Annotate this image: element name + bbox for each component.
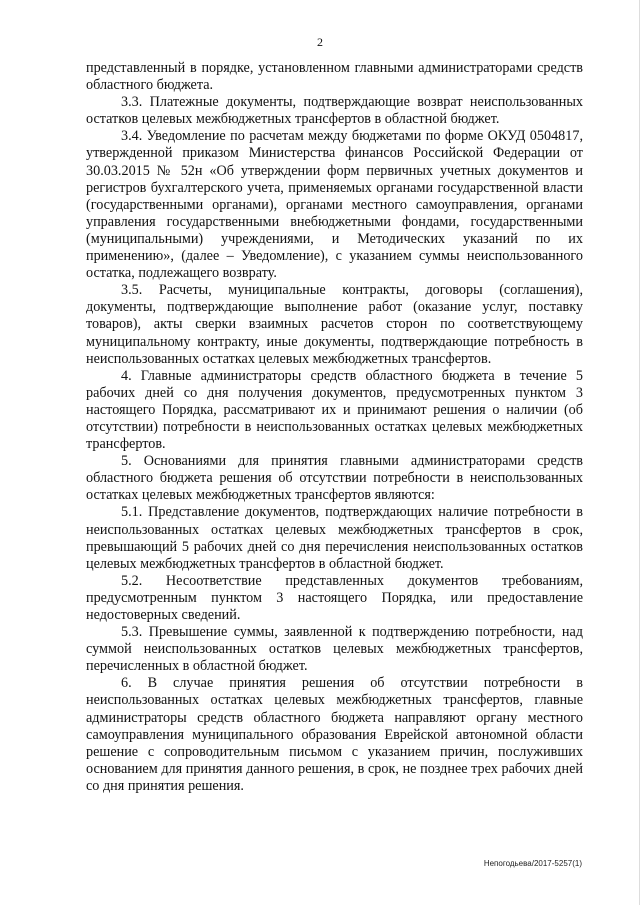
page-number: 2	[317, 35, 323, 49]
footer-reference: Непогодьева/2017-5257(1)	[483, 859, 582, 868]
paragraph-continuation: представленный в порядке, установленном главными администраторами средств областного бюджета.	[86, 60, 583, 94]
paragraph-5-2: 5.2. Несоответствие представленных документов требованиям, предусмотренным пунктом 3 настоящего Порядка, или предоставление недостоверных сведений.	[86, 572, 583, 623]
paragraph-5-1: 5.1. Представление документов, подтверждающих наличие потребности в неиспользованных остатках целевых межбюджетных трансфертов в срок, превышающий 5 рабочих дней со дня перечисления неиспользованных остатков целевых межбюджетных трансфертов в областной бюджет.	[86, 504, 583, 572]
paragraph-4: 4. Главные администраторы средств областного бюджета в течение 5 рабочих дней со дня получения документов, предусмотренных пунктом 3 настоящего Порядка, рассматривают их и принимают решения о наличии (об отсутствии) потребности в неиспользованных остатках целевых межбюджетных трансфертов.	[86, 367, 583, 453]
paragraph-3-3: 3.3. Платежные документы, подтверждающие возврат неиспользованных остатков целевых межбюджетных трансфертов в областной бюджет.	[86, 94, 583, 128]
document-body	[86, 60, 583, 795]
paragraph-6: 6. В случае принятия решения об отсутствии потребности в неиспользованных остатках целевых межбюджетных трансфертов, главные администраторы средств областного бюджета направляют органу местного самоуправления муниципального образования Еврейской автономной области решение с сопроводительным письмом с указанием причин, послуживших основанием для принятия данного решения, в срок, не позднее трех рабочих дней со дня принятия решения.	[86, 675, 583, 794]
paragraph-3-4: 3.4. Уведомление по расчетам между бюджетами по форме ОКУД 0504817, утвержденной приказом Министерства финансов Российской Федерации от 30.03.2015 № 52н «Об утверждении форм первичных учетных документов и регистров бухгалтерского учета, применяемых органами государственной власти (государственными органами), органами местного самоуправления, органами управления государственными внебюджетными фондами, государственными (муниципальными) учреждениями, и Методических указаний по их применению», (далее – Уведомление), с указанием суммы неиспользованного остатка, подлежащего возврату.	[86, 128, 583, 282]
paragraph-3-5: 3.5. Расчеты, муниципальные контракты, договоры (соглашения), документы, подтверждающие выполнение работ (оказание услуг, поставку товаров), акты сверки взаимных расчетов сторон по соответствующему муниципальному контракту, иные документы, подтверждающие потребность в неиспользованных остатках целевых межбюджетных трансфертов.	[86, 282, 583, 367]
paragraph-5: 5. Основаниями для принятия главными администраторами средств областного бюджета решения об отсутствии потребности в неиспользованных остатках целевых межбюджетных трансфертов являются:	[86, 453, 583, 504]
paragraph-5-3: 5.3. Превышение суммы, заявленной к подтверждению потребности, над суммой неиспользованных остатков целевых межбюджетных трансфертов, перечисленных в областной бюджет.	[86, 624, 583, 675]
